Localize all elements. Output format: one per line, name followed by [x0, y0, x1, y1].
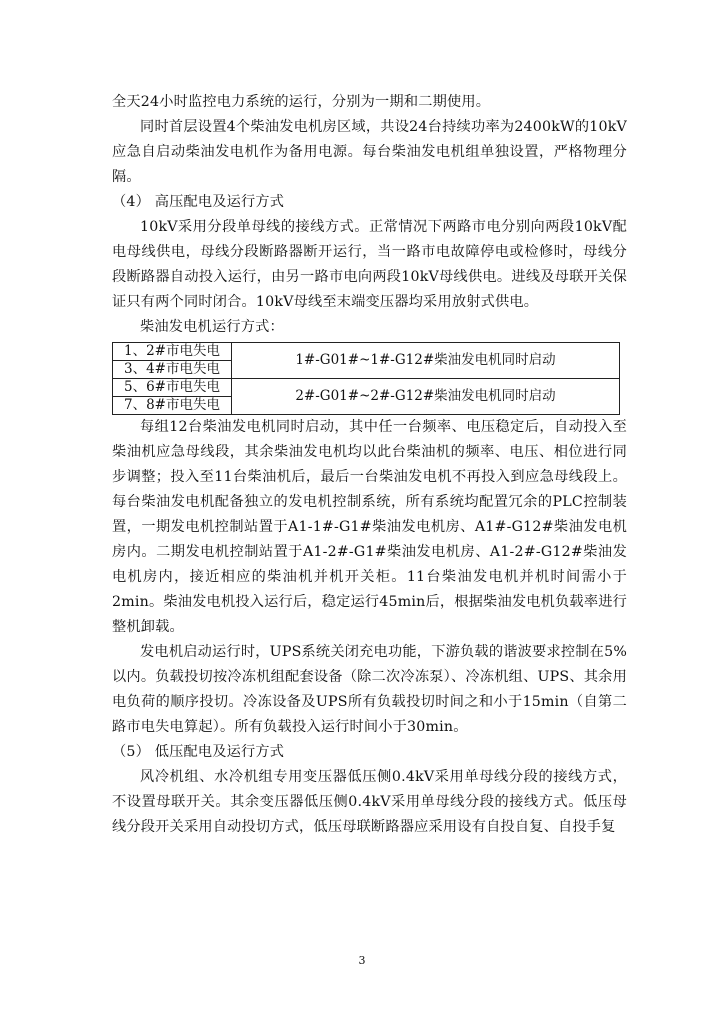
paragraph-generator-mode-label: 柴油发电机运行方式： — [140, 319, 284, 335]
table-cell-outage: 7、8#市电失电 — [113, 397, 232, 415]
table-cell-outage: 1、2#市电失电 — [113, 343, 232, 361]
table-cell-start-mode: 1#-G01#~1#-G12#柴油发电机同时启动 — [232, 343, 620, 379]
document-body — [112, 90, 627, 840]
table-cell-outage: 3、4#市电失电 — [113, 361, 232, 379]
paragraph-parallel-start: 每组12台柴油发电机同时启动，其中任一台频率、电压稳定后，自动投入至柴油机应急母线段，其余柴油发电机均以此台柴油机的频率、电压、相位进行同步调整；投入至11台柴油机后，最后一台柴油发电机不再投入到应急母线段上。每台柴油发电机配备独立的发电机控制系统，所有系统均配置冗余的PLC控制装置，一期发电机控制站置于A1-1#-G1#柴油发电机房、A1#-G12#柴油发电机房内。二期发电机控制站置于A1-2#-G1#柴油发电机房、A1-2#-G12#柴油发电机房内，接近相应的柴油机并机开关柜。11台柴油发电机并机时间需小于2min。柴油发电机投入运行后，稳定运行45min后，根据柴油发电机负载率进行整机卸载。 — [112, 419, 627, 635]
paragraph-monitoring: 全天24小时监控电力系统的运行，分别为一期和二期使用。 — [112, 94, 491, 110]
paragraph-lv-wiring: 风冷机组、水冷机组专用变压器低压侧0.4kV采用单母线分段的接线方式，不设置母联开关。其余变压器低压侧0.4kV采用单母线分段的接线方式。低压母线分段开关采用自动投切方式，低压母联断路器应采用设有自投自复、自投手复 — [112, 769, 627, 835]
section-heading-lv: （5） 低压配电及运行方式 — [112, 744, 285, 760]
generator-operation-table — [112, 342, 620, 415]
table-row — [113, 343, 620, 361]
paragraph-diesel-rooms: 同时首层设置4个柴油发电机房区域，共设24台持续功率为2400kW的10kV应急自启动柴油发电机作为备用电源。每台柴油发电机组单独设置，严格物理分隔。 — [112, 119, 627, 185]
page-number: 3 — [358, 954, 366, 967]
table-cell-start-mode: 2#-G01#~2#-G12#柴油发电机同时启动 — [232, 379, 620, 415]
section-heading-hv: （4） 高压配电及运行方式 — [112, 194, 285, 210]
table-row — [113, 379, 620, 397]
table-cell-outage: 5、6#市电失电 — [113, 379, 232, 397]
paragraph-hv-wiring: 10kV采用分段单母线的接线方式。正常情况下两路市电分别向两段10kV配电母线供电，母线分段断路器断开运行，当一路市电故障停电或检修时，母线分段断路器自动投入运行，由另一路市电向两段10kV母线供电。进线及母联开关保证只有两个同时闭合。10kV母线至末端变压器均采用放射式供电。 — [112, 219, 627, 310]
paragraph-ups-load: 发电机启动运行时，UPS系统关闭充电功能，下游负载的谐波要求控制在5%以内。负载投切按冷冻机组配套设备（除二次冷冻泵）、冷冻机组、UPS、其余用电负荷的顺序投切。冷冻设备及UPS所有负载投切时间之和小于15min（自第二路市电失电算起）。所有负载投入运行时间小于30min。 — [112, 644, 627, 735]
